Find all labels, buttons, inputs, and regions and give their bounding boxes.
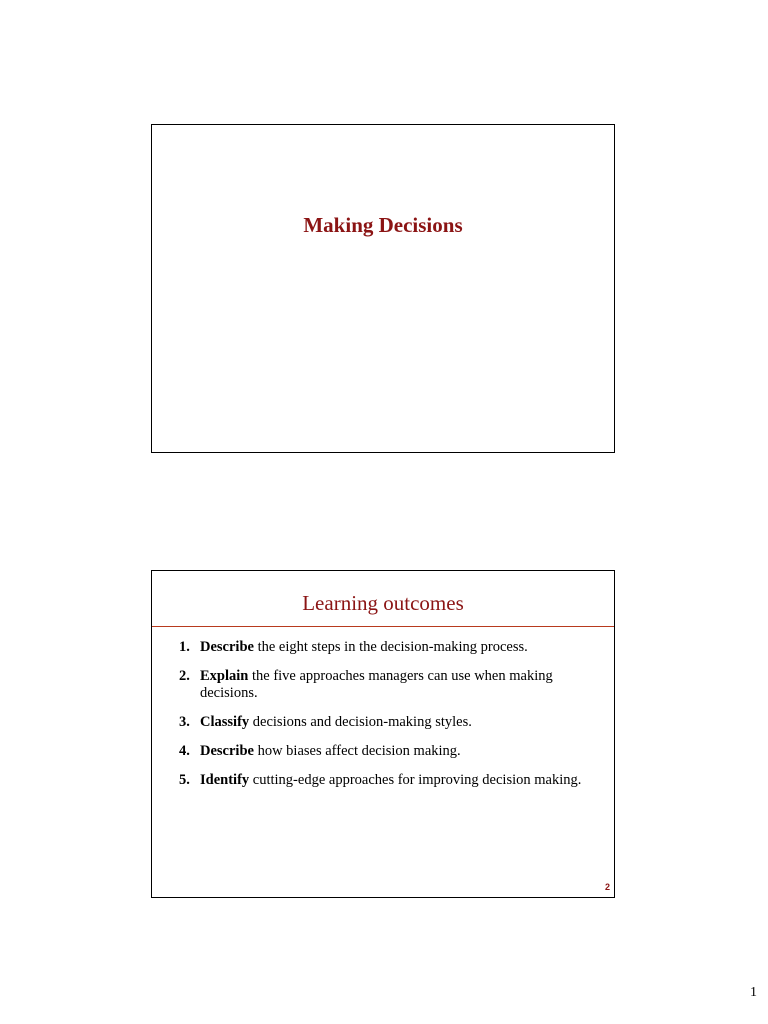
list-item-text: cutting-edge approaches for improving decision making. [249,772,582,788]
learning-outcomes-list [179,639,599,801]
list-item-text: how biases affect decision making. [253,743,461,759]
slide-1-title: Making Decisions [303,213,463,237]
list-item-number: 4. [179,743,190,759]
list-item-text: the five approaches managers can use when making decisions. [200,668,553,701]
list-item [179,668,599,702]
list-item [179,714,599,731]
list-item [179,639,599,656]
title-divider [152,626,614,627]
slide-2 [151,570,615,898]
list-item-verb: Describe [200,639,254,655]
list-item-verb: Explain [200,668,249,684]
list-item [179,743,599,760]
list-item-number: 1. [179,639,190,655]
page-number: 1 [750,985,757,1000]
slide-1 [151,124,615,453]
list-item-number: 3. [179,714,190,730]
list-item-text: decisions and decision-making styles. [249,714,472,730]
list-item-number: 5. [179,772,190,788]
list-item-verb: Classify [200,714,250,730]
list-item [179,772,599,789]
slide-number: 2 [604,882,610,892]
list-item-text: the eight steps in the decision-making process. [253,639,528,655]
list-item-verb: Identify [200,772,250,788]
list-item-verb: Describe [200,743,254,759]
list-item-number: 2. [179,668,190,684]
slide-2-title: Learning outcomes [302,591,464,615]
